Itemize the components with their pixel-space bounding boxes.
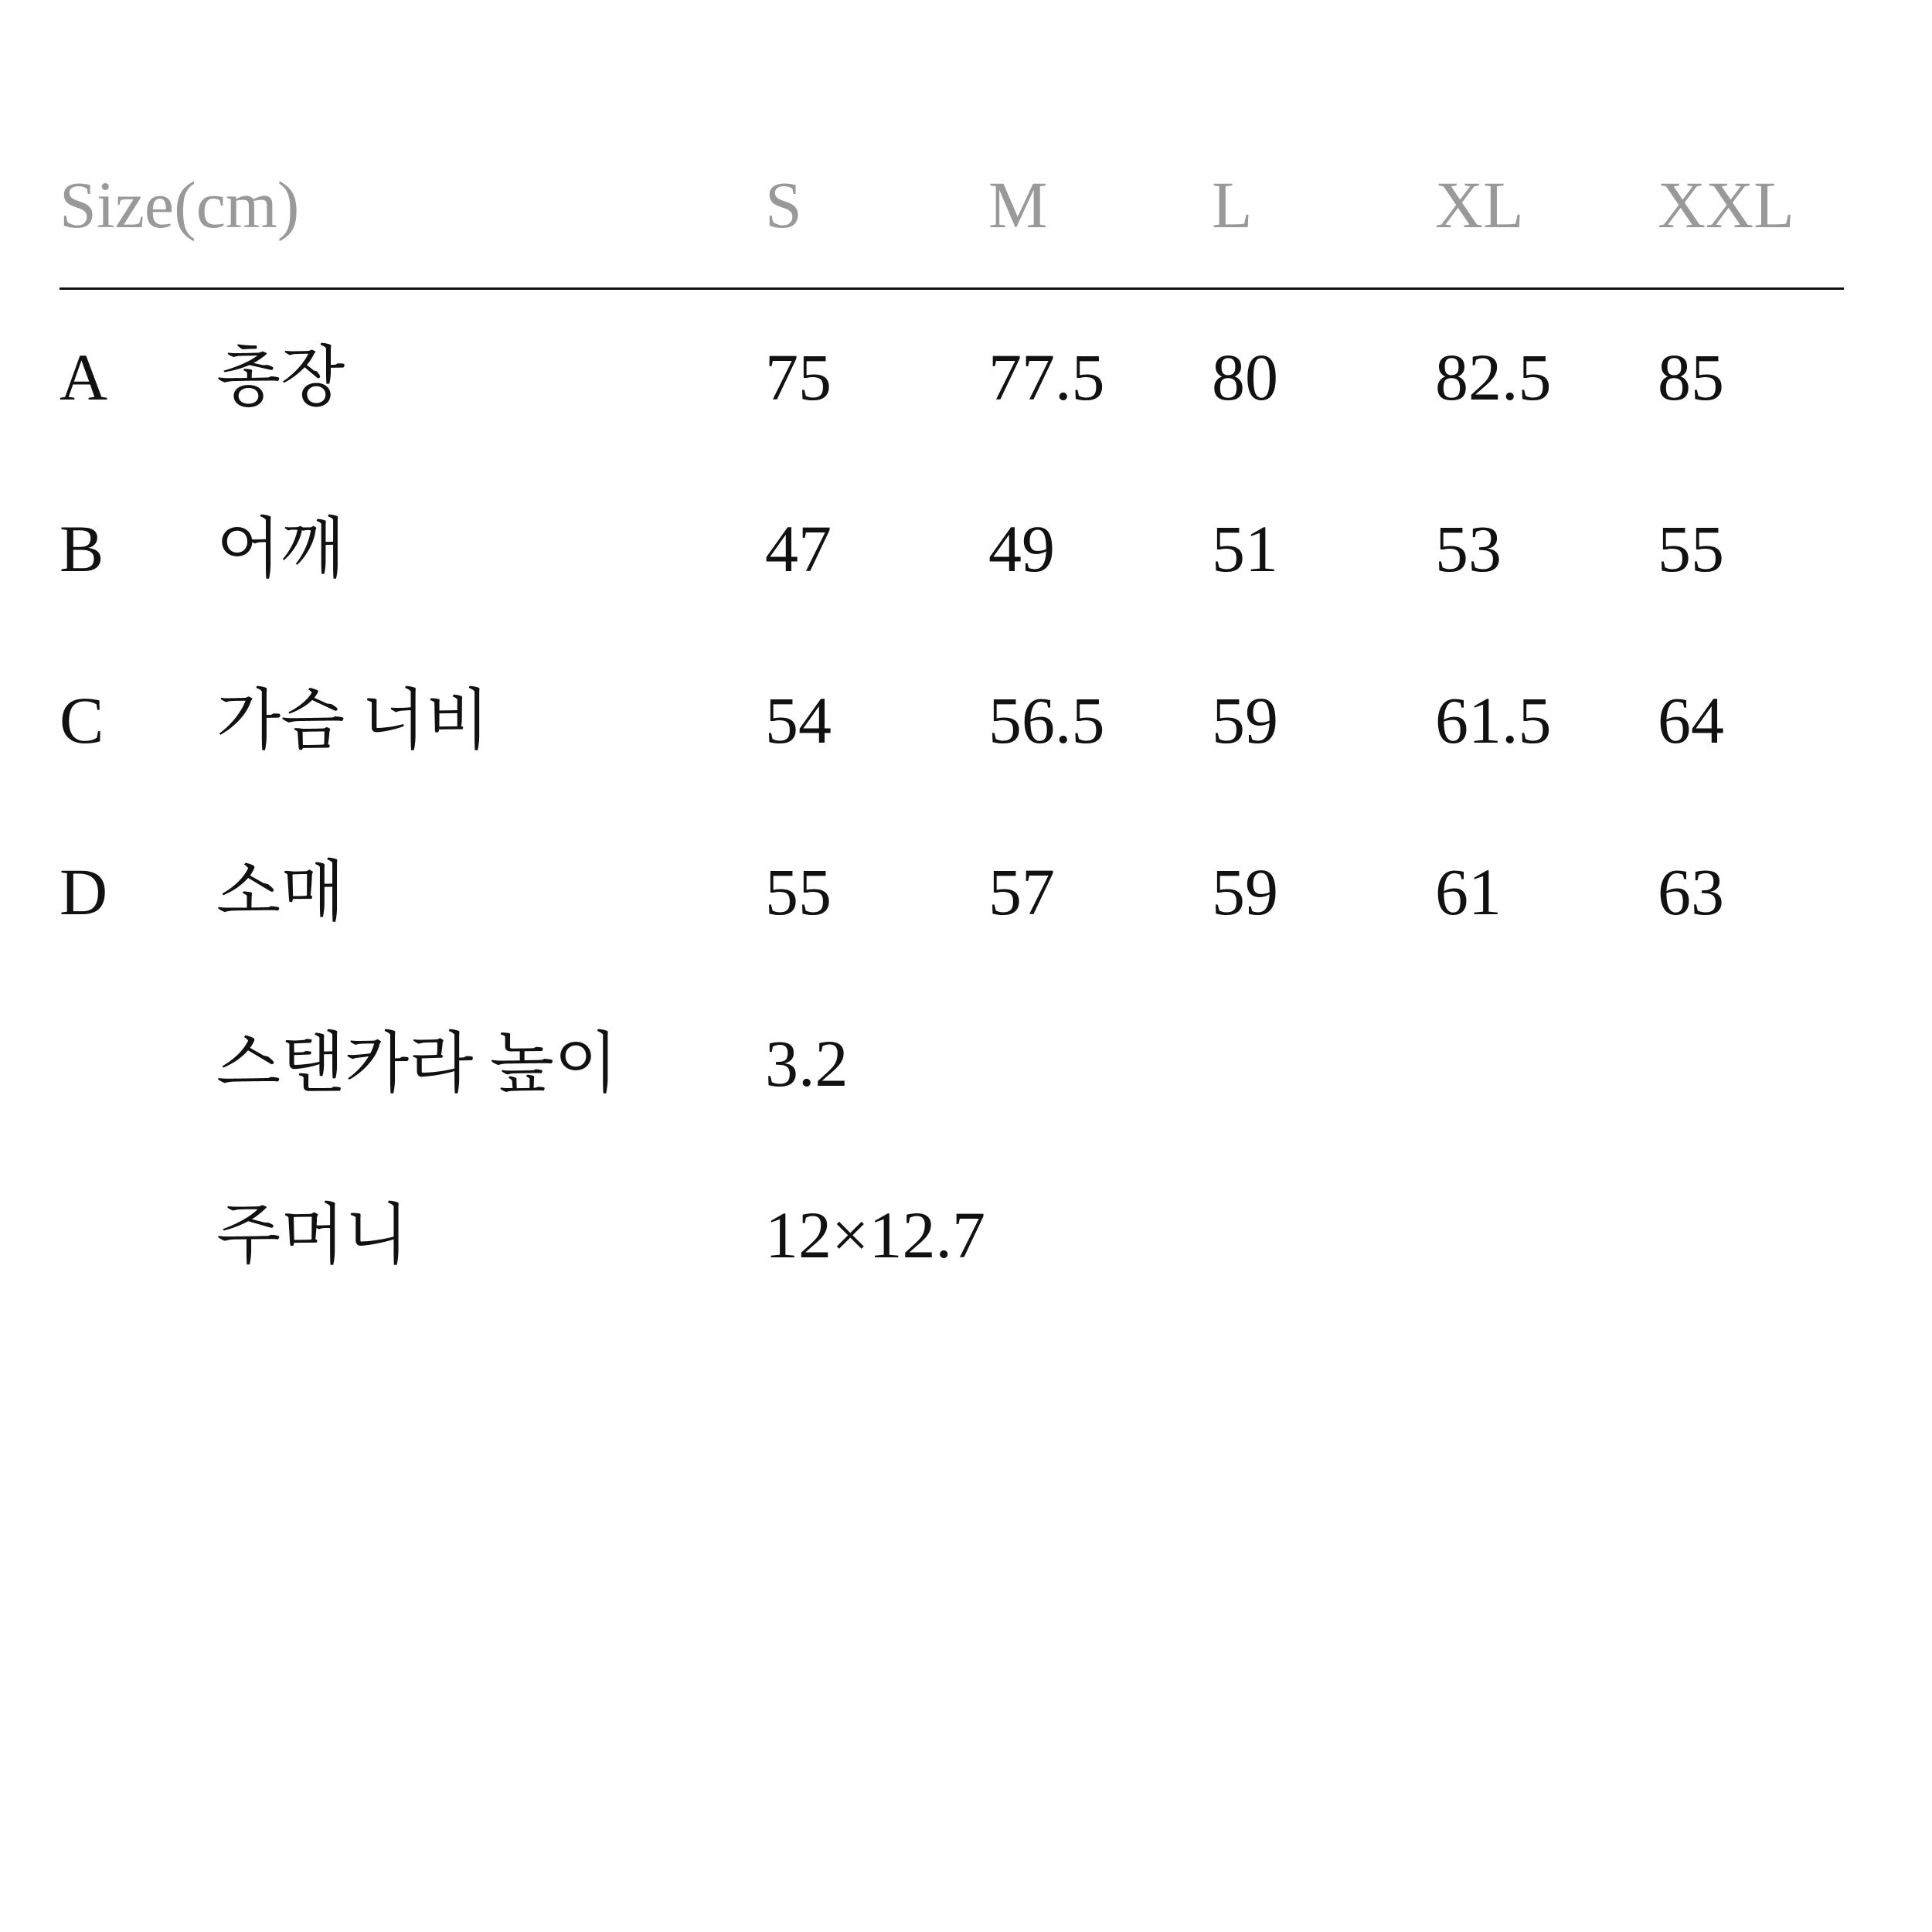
size-header-m: M bbox=[988, 168, 1048, 242]
size-header-xl: XL bbox=[1435, 168, 1524, 242]
row-code: D bbox=[60, 855, 108, 929]
row-name: 가슴 너비 bbox=[216, 683, 490, 757]
row-name: 스탠카라 높이 bbox=[216, 1026, 618, 1100]
value-m: 77.5 bbox=[988, 340, 1105, 414]
size-header-l: L bbox=[1212, 168, 1253, 242]
row-name: 소매 bbox=[216, 855, 345, 929]
table-row-pocket bbox=[0, 1198, 1932, 1294]
table-row-d bbox=[0, 855, 1932, 951]
value-all-sizes: 3.2 bbox=[765, 1026, 849, 1100]
size-unit-label: Size(cm) bbox=[60, 168, 300, 242]
value-l: 51 bbox=[1212, 512, 1278, 586]
row-name: 주머니 bbox=[216, 1198, 410, 1272]
value-l: 80 bbox=[1212, 340, 1278, 414]
row-code: B bbox=[60, 512, 104, 586]
size-header-s: S bbox=[765, 168, 802, 242]
value-m: 56.5 bbox=[988, 683, 1105, 757]
value-s: 75 bbox=[765, 340, 832, 414]
value-xl: 53 bbox=[1435, 512, 1502, 586]
value-all-sizes: 12×12.7 bbox=[765, 1198, 986, 1272]
value-xxl: 63 bbox=[1658, 855, 1724, 929]
value-l: 59 bbox=[1212, 855, 1278, 929]
value-s: 47 bbox=[765, 512, 832, 586]
value-m: 57 bbox=[988, 855, 1055, 929]
value-xxl: 55 bbox=[1658, 512, 1724, 586]
row-name: 어깨 bbox=[216, 512, 345, 586]
row-name: 총장 bbox=[216, 340, 345, 414]
row-code: A bbox=[60, 340, 108, 414]
value-xl: 61 bbox=[1435, 855, 1502, 929]
value-xxl: 64 bbox=[1658, 683, 1724, 757]
value-l: 59 bbox=[1212, 683, 1278, 757]
value-xxl: 85 bbox=[1658, 340, 1724, 414]
value-s: 55 bbox=[765, 855, 832, 929]
value-m: 49 bbox=[988, 512, 1055, 586]
table-row-a bbox=[0, 340, 1932, 437]
value-xl: 82.5 bbox=[1435, 340, 1552, 414]
table-row-c bbox=[0, 683, 1932, 780]
value-s: 54 bbox=[765, 683, 832, 757]
table-row-collar bbox=[0, 1026, 1932, 1123]
value-xl: 61.5 bbox=[1435, 683, 1552, 757]
table-row-b bbox=[0, 512, 1932, 608]
row-code: C bbox=[60, 683, 104, 757]
header-divider bbox=[60, 287, 1844, 290]
size-header-xxl: XXL bbox=[1658, 168, 1794, 242]
